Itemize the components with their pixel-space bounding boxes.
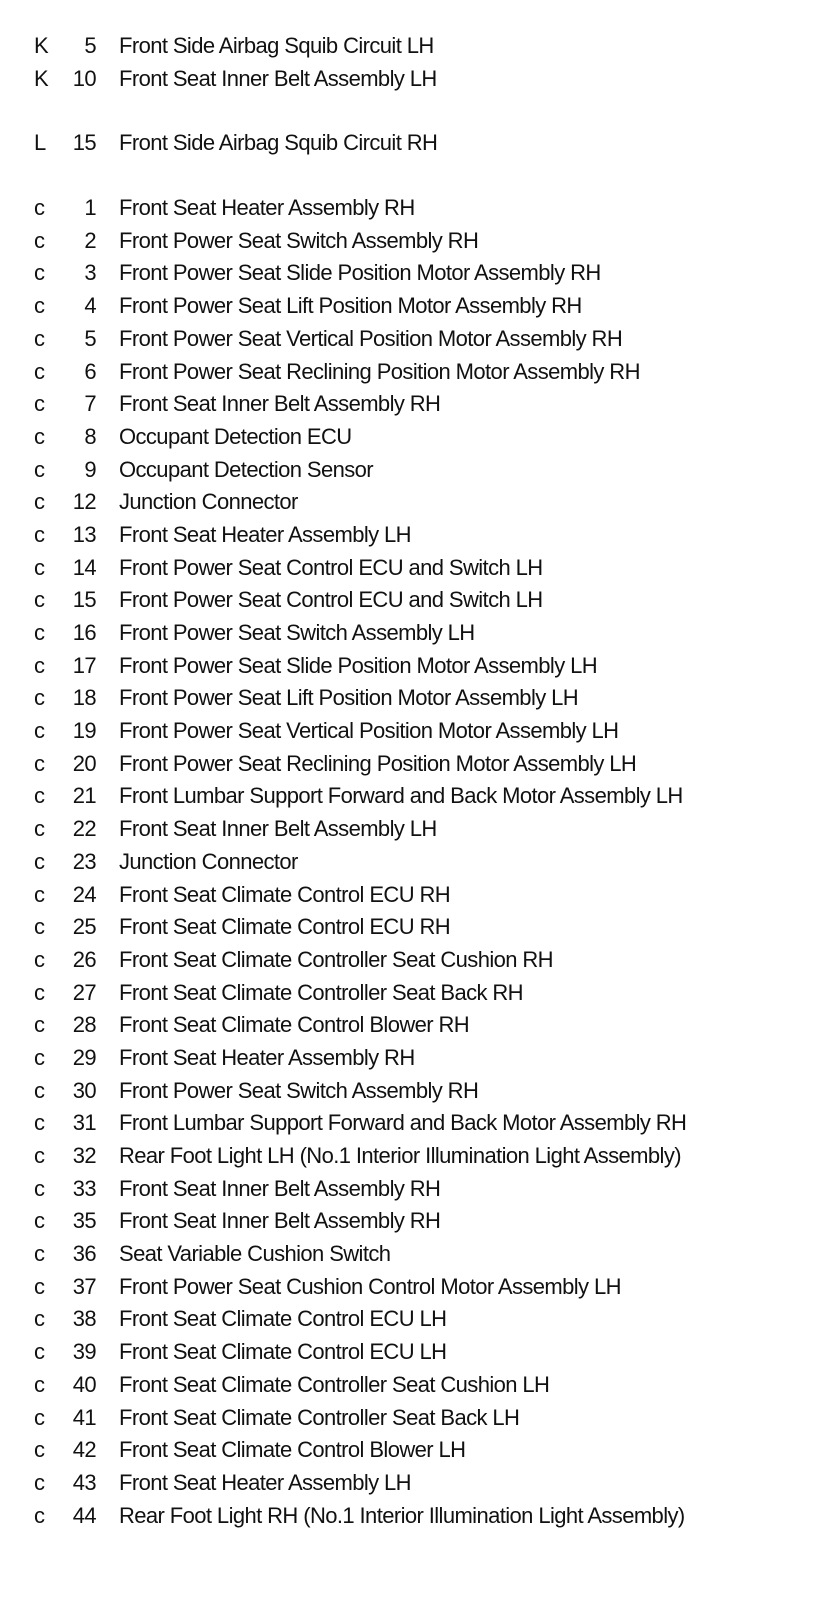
connector-code: c	[34, 979, 45, 1005]
connector-code: c	[34, 554, 45, 580]
group-spacer	[0, 95, 816, 127]
connector-row	[0, 1238, 816, 1271]
connector-code: c	[34, 358, 45, 384]
connector-row	[0, 356, 816, 389]
connector-number: 27	[72, 979, 96, 1005]
connector-code: c	[34, 1404, 45, 1430]
connector-row	[0, 30, 816, 63]
connector-row	[0, 1107, 816, 1140]
connector-list	[0, 30, 816, 1532]
connector-code: c	[34, 587, 45, 613]
connector-row	[0, 977, 816, 1010]
connector-row	[0, 1303, 816, 1336]
connector-code: c	[34, 816, 45, 842]
connector-number: 41	[72, 1404, 96, 1430]
connector-code: c	[34, 1077, 45, 1103]
connector-number: 37	[72, 1273, 96, 1299]
connector-description: Rear Foot Light LH (No.1 Interior Illumination Light Assembly)	[119, 1143, 681, 1168]
connector-description: Front Seat Heater Assembly RH	[119, 1044, 415, 1070]
connector-row	[0, 63, 816, 96]
connector-row	[0, 552, 816, 585]
connector-description: Front Lumbar Support Forward and Back Motor Assembly RH	[119, 1110, 687, 1136]
connector-number: 19	[72, 718, 96, 744]
connector-description: Front Power Seat Vertical Position Motor Assembly RH	[119, 325, 623, 351]
connector-row	[0, 454, 816, 487]
connector-description: Front Power Seat Switch Assembly LH	[119, 620, 475, 645]
connector-description: Junction Connector	[119, 489, 298, 515]
connector-row	[0, 1042, 816, 1075]
connector-number: 1	[84, 195, 96, 221]
connector-description: Front Power Seat Slide Position Motor Assembly LH	[119, 652, 598, 678]
connector-number: 42	[72, 1437, 96, 1463]
connector-row	[0, 1205, 816, 1238]
connector-number: 8	[84, 423, 96, 449]
connector-row	[0, 323, 816, 356]
connector-description: Front Seat Climate Control ECU RH	[119, 914, 451, 940]
connector-code: c	[34, 1012, 45, 1038]
connector-code: c	[34, 1273, 45, 1299]
connector-code: K	[34, 65, 49, 91]
connector-number: 33	[72, 1175, 96, 1201]
connector-row	[0, 617, 816, 650]
connector-description: Front Seat Heater Assembly RH	[119, 195, 415, 221]
connector-description: Front Seat Climate Control Blower LH	[119, 1437, 466, 1463]
connector-description: Junction Connector	[119, 848, 298, 874]
connector-number: 29	[72, 1044, 96, 1070]
connector-description: Front Power Seat Cushion Control Motor Assembly LH	[119, 1273, 621, 1299]
connector-number: 26	[72, 946, 96, 972]
connector-code: c	[34, 1306, 45, 1332]
connector-description: Front Power Seat Lift Position Motor Assembly LH	[119, 685, 579, 711]
connector-code: c	[34, 652, 45, 678]
connector-description: Front Seat Climate Control ECU LH	[119, 1339, 447, 1365]
connector-row	[0, 290, 816, 323]
connector-row	[0, 1434, 816, 1467]
connector-description: Front Seat Climate Control ECU RH	[119, 881, 451, 907]
connector-number: 40	[72, 1371, 96, 1397]
connector-description: Front Seat Inner Belt Assembly RH	[119, 1175, 441, 1201]
connector-code: K	[34, 33, 49, 58]
connector-row	[0, 519, 816, 552]
connector-description: Front Power Seat Reclining Position Motor Assembly RH	[119, 358, 640, 384]
connector-row	[0, 813, 816, 846]
connector-description: Front Seat Inner Belt Assembly RH	[119, 391, 441, 417]
connector-description: Occupant Detection Sensor	[119, 456, 374, 482]
connector-code: c	[34, 195, 45, 221]
connector-description: Front Power Seat Control ECU and Switch LH	[119, 587, 543, 613]
connector-description: Front Seat Climate Control Blower RH	[119, 1012, 470, 1038]
connector-description: Front Power Seat Control ECU and Switch LH	[119, 554, 543, 580]
connector-code: c	[34, 1371, 45, 1397]
connector-code: c	[34, 1143, 45, 1168]
group-spacer	[0, 160, 816, 192]
connector-code: c	[34, 783, 45, 809]
connector-row	[0, 780, 816, 813]
connector-row	[0, 1402, 816, 1435]
connector-description: Front Power Seat Switch Assembly RH	[119, 227, 479, 253]
connector-code: c	[34, 1175, 45, 1201]
connector-row	[0, 748, 816, 781]
connector-code: c	[34, 914, 45, 940]
connector-number: 17	[72, 652, 96, 678]
connector-row	[0, 1140, 816, 1173]
connector-number: 32	[72, 1143, 96, 1168]
connector-number: 28	[72, 1012, 96, 1038]
connector-number: 2	[84, 227, 96, 253]
connector-code: c	[34, 293, 45, 319]
connector-code: c	[34, 456, 45, 482]
connector-number: 25	[72, 914, 96, 940]
connector-number: 36	[72, 1241, 96, 1267]
connector-code: c	[34, 489, 45, 515]
connector-description: Front Seat Inner Belt Assembly LH	[119, 65, 437, 91]
connector-row	[0, 650, 816, 683]
connector-code: L	[34, 130, 46, 156]
connector-row	[0, 944, 816, 977]
connector-number: 15	[72, 130, 96, 156]
connector-number: 13	[72, 521, 96, 547]
connector-number: 12	[72, 489, 96, 515]
connector-number: 16	[72, 620, 96, 645]
connector-description: Front Power Seat Switch Assembly RH	[119, 1077, 479, 1103]
connector-description: Seat Variable Cushion Switch	[119, 1241, 391, 1267]
connector-row	[0, 192, 816, 225]
connector-code: c	[34, 227, 45, 253]
connector-number: 14	[72, 554, 96, 580]
connector-code: c	[34, 423, 45, 449]
connector-number: 5	[84, 325, 96, 351]
connector-description: Front Seat Climate Control ECU LH	[119, 1306, 447, 1332]
connector-code: c	[34, 1110, 45, 1136]
connector-number: 24	[72, 881, 96, 907]
connector-code: c	[34, 685, 45, 711]
connector-code: c	[34, 881, 45, 907]
connector-description: Front Lumbar Support Forward and Back Motor Assembly LH	[119, 783, 683, 809]
connector-row	[0, 682, 816, 715]
connector-number: 35	[72, 1208, 96, 1234]
connector-description: Front Seat Climate Controller Seat Cushion LH	[119, 1371, 550, 1397]
connector-description: Front Seat Inner Belt Assembly RH	[119, 1208, 441, 1234]
connector-number: 15	[72, 587, 96, 613]
connector-code: c	[34, 1502, 45, 1528]
connector-row	[0, 1369, 816, 1402]
connector-code: c	[34, 325, 45, 351]
connector-row	[0, 1467, 816, 1500]
connector-row	[0, 127, 816, 160]
connector-description: Rear Foot Light RH (No.1 Interior Illumination Light Assembly)	[119, 1502, 685, 1528]
connector-description: Front Seat Climate Controller Seat Cushion RH	[119, 946, 553, 972]
connector-number: 39	[72, 1339, 96, 1365]
connector-description: Front Side Airbag Squib Circuit RH	[119, 130, 438, 156]
connector-row	[0, 1173, 816, 1206]
connector-number: 23	[72, 848, 96, 874]
connector-code: c	[34, 718, 45, 744]
connector-number: 21	[72, 783, 96, 809]
connector-row	[0, 846, 816, 879]
connector-row	[0, 911, 816, 944]
connector-row	[0, 879, 816, 912]
connector-row	[0, 486, 816, 519]
connector-number: 20	[72, 750, 96, 776]
connector-description: Front Seat Climate Controller Seat Back RH	[119, 979, 523, 1005]
connector-row	[0, 257, 816, 290]
connector-number: 30	[72, 1077, 96, 1103]
connector-number: 9	[84, 456, 96, 482]
connector-code: c	[34, 1241, 45, 1267]
connector-number: 31	[72, 1110, 96, 1136]
connector-number: 10	[72, 65, 96, 91]
connector-number: 43	[72, 1469, 96, 1495]
connector-description: Front Power Seat Reclining Position Motor Assembly LH	[119, 750, 637, 776]
connector-number: 3	[84, 260, 96, 286]
connector-row	[0, 1336, 816, 1369]
connector-row	[0, 225, 816, 258]
connector-row	[0, 1075, 816, 1108]
connector-description: Front Seat Inner Belt Assembly LH	[119, 816, 437, 842]
connector-description: Front Seat Climate Controller Seat Back LH	[119, 1404, 520, 1430]
connector-description: Front Seat Heater Assembly LH	[119, 521, 411, 547]
connector-row	[0, 1271, 816, 1304]
connector-number: 38	[72, 1306, 96, 1332]
connector-row	[0, 584, 816, 617]
connector-code: c	[34, 1437, 45, 1463]
connector-number: 7	[84, 391, 96, 417]
connector-code: c	[34, 620, 45, 645]
connector-description: Front Power Seat Slide Position Motor Assembly RH	[119, 260, 601, 286]
connector-description: Occupant Detection ECU	[119, 423, 352, 449]
connector-row	[0, 1500, 816, 1533]
connector-description: Front Side Airbag Squib Circuit LH	[119, 33, 434, 58]
connector-number: 6	[84, 358, 96, 384]
connector-row	[0, 715, 816, 748]
connector-code: c	[34, 260, 45, 286]
connector-row	[0, 421, 816, 454]
connector-row	[0, 388, 816, 421]
connector-code: c	[34, 946, 45, 972]
connector-code: c	[34, 1469, 45, 1495]
connector-code: c	[34, 1044, 45, 1070]
connector-number: 4	[84, 293, 96, 319]
connector-code: c	[34, 750, 45, 776]
connector-code: c	[34, 521, 45, 547]
connector-row	[0, 1009, 816, 1042]
connector-code: c	[34, 848, 45, 874]
connector-description: Front Power Seat Lift Position Motor Assembly RH	[119, 293, 582, 319]
connector-number: 18	[72, 685, 96, 711]
connector-number: 44	[72, 1502, 96, 1528]
connector-description: Front Power Seat Vertical Position Motor Assembly LH	[119, 718, 619, 744]
connector-code: c	[34, 1208, 45, 1234]
connector-code: c	[34, 1339, 45, 1365]
connector-description: Front Seat Heater Assembly LH	[119, 1469, 411, 1495]
connector-number: 22	[72, 816, 96, 842]
connector-number: 5	[84, 33, 96, 58]
connector-code: c	[34, 391, 45, 417]
